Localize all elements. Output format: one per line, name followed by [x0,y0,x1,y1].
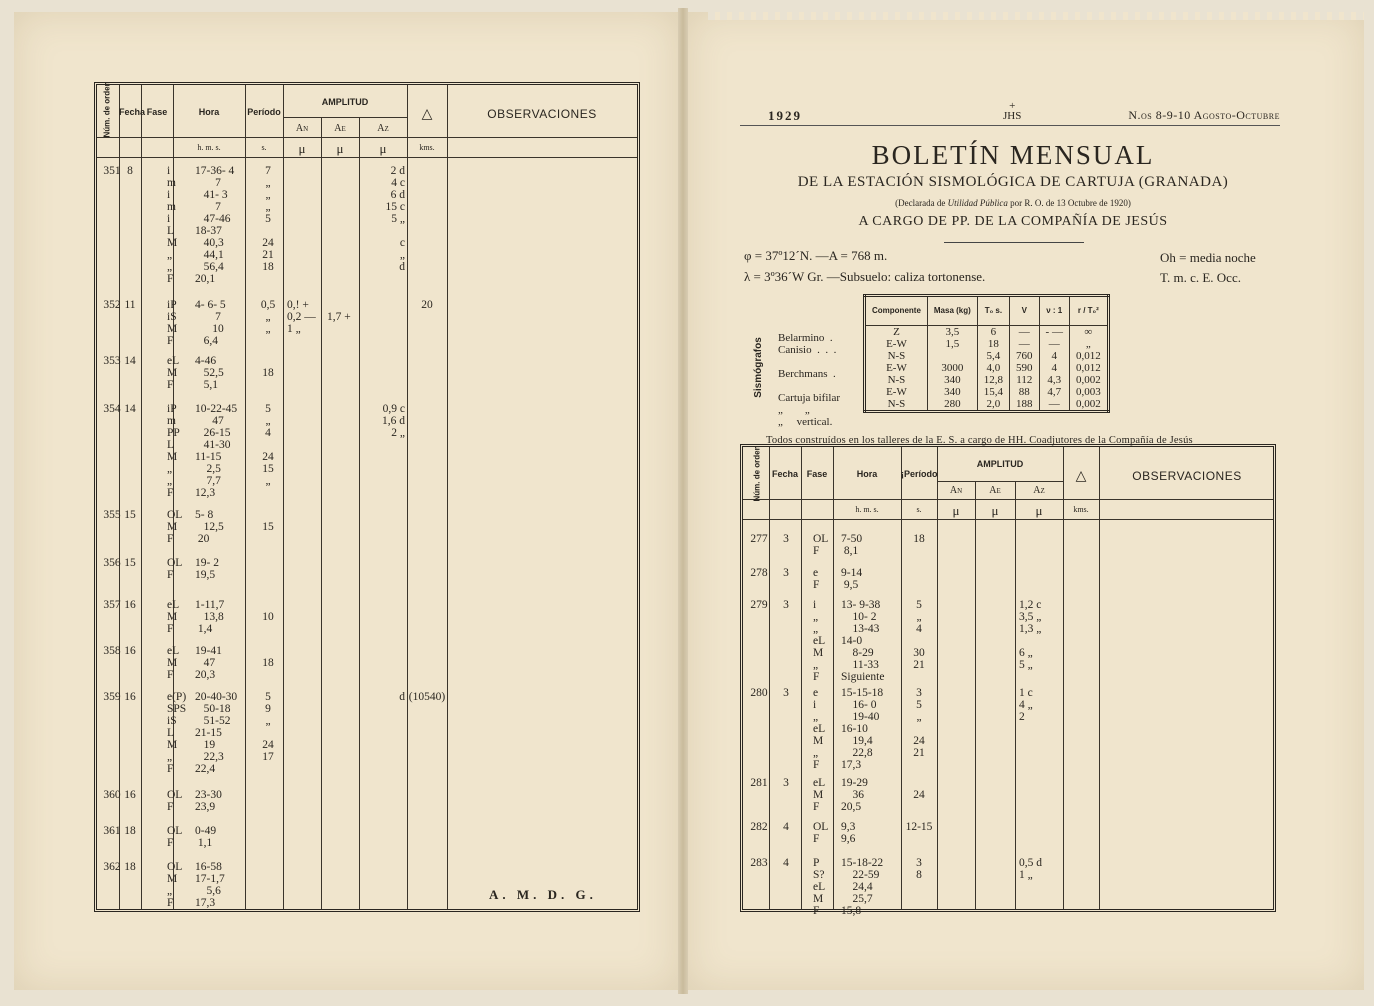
sismo-cell: 0,012 [1069,350,1108,362]
record-period: 5 „ 4 24 15 „ [262,403,274,487]
sismo-header-2: T₀ s. [977,296,1009,326]
r-col-delta-header: △ [1075,467,1087,483]
record-number: 283 [750,857,768,869]
col-ae-header: Ae [334,123,346,134]
record-date: 16 [124,645,136,657]
record-date: 3 [783,567,789,579]
issue-number: N.os 8-9-10 Agosto-Octubre [1128,108,1280,122]
record-time: 5- 8 12,5 20 [195,509,224,545]
record-phase: iP iS M F [167,299,178,347]
col-an-header: An [295,123,309,134]
sismo-header-4: ν : 1 [1039,296,1069,326]
declared-em: Utilidad Pública [947,198,1008,208]
record-phase: OL M „ F [167,861,183,909]
sismo-cell: 4 [1039,350,1069,362]
record-phase: iP m PP L M „ „ F [167,403,180,499]
record-number: 280 [750,687,768,699]
sismo-cell: — [1039,398,1069,412]
sismo-name: Berchmans . [778,368,836,380]
book-gutter [678,8,688,994]
unit-mu-ae: μ [336,141,344,156]
record-time: 15-18-22 22-59 24,4 25,7 15,8 [841,857,884,917]
record-time: 19- 2 19,5 [195,557,219,581]
record-time: 13- 9-38 10- 2 13-43 14-0 8-29 11-33 Siguiente [841,599,885,683]
record-phase: OL F [167,557,183,581]
record-number: 352 [103,299,121,311]
bulletin-title: BOLETÍN MENSUAL [871,140,1155,170]
declared-post: por R. O. de 13 Octubre de 1920) [1007,198,1131,208]
record-date: 18 [124,825,136,837]
sismo-cell: - — [1039,326,1069,339]
record-date: 3 [783,599,789,611]
record-phase: eL M F [167,645,180,681]
unit-s: s. [261,143,267,152]
sismo-row [865,374,1109,386]
record-period: 0,5 „ „ [260,299,276,335]
record-period: 12-15 [905,821,933,833]
bulletin-subtitle: DE LA ESTACIÓN SISMOLÓGICA DE CARTUJA (GRANADA) [797,174,1229,190]
bulletin-year: 1929 [768,108,802,123]
record-period: 5 „ 4 30 21 [913,599,925,671]
record-number: 281 [750,777,768,789]
sismo-cell: 2,0 [977,398,1009,412]
sismo-row [865,338,1109,350]
record-number: 360 [103,789,121,801]
sismo-cell: — [1010,338,1040,350]
r-col-ae-header: Ae [989,485,1001,496]
r-unit-mu-ae: μ [991,503,999,518]
record-amp-ae: 1,7 + [327,311,351,323]
sismo-cell: 760 [1010,350,1040,362]
record-time: 4-46 52,5 5,1 [195,355,224,391]
sismo-row [865,326,1109,339]
record-period: 3 8 [916,857,922,881]
sismo-cell: 3000 [927,362,977,374]
sismo-cell: 0,002 [1069,374,1108,386]
sismo-name: Canisio . . . [778,344,837,356]
unit-mu-az: μ [379,141,387,156]
record-time: 15-15-18 16- 0 19-40 16-10 19,4 22,8 17,3 [841,687,884,771]
sismo-cell: N-S [887,350,906,362]
left-page [14,12,678,990]
record-number: 359 [103,691,121,703]
jhs-cross: + [1009,100,1016,112]
record-date: 8 [127,165,133,177]
sismo-name: Cartuja bifilar [778,392,841,404]
col-fecha-header: Fecha [119,107,146,117]
sismo-cell: N-S [887,398,906,410]
record-amp-az: 0,9 c 1,6 d 2 „ [382,403,405,439]
record-phase: P S? eL M F [813,857,826,917]
col-obs-header: OBSERVACIONES [487,107,597,121]
record-time: 7-50 8,1 [841,533,863,557]
record-phase: OL F [167,825,183,849]
record-number: 357 [103,599,121,611]
record-period: 18 [913,533,925,545]
sismo-cell: 18 [977,338,1009,350]
sismo-cell: 6 [977,326,1009,339]
sismo-cell: 340 [927,374,977,386]
record-amp-az: 1,2 c 3,5 „ 1,3 „ 6 „ 5 „ [1019,599,1042,671]
torn-edge [708,12,1364,20]
record-time: 9-14 9,5 [841,567,863,591]
record-period: 10 [262,611,274,623]
record-number: 362 [103,861,121,873]
r-unit-s: s. [916,505,922,514]
sismo-cell: 12,8 [977,374,1009,386]
record-date: 18 [124,861,136,873]
col-num-header: Núm. de orden [102,81,112,138]
record-phase: OL F [813,533,829,557]
record-amp-az: d [399,691,405,703]
coord-midnight: Oh = media noche [1160,250,1256,265]
sismo-cell: E-W [886,386,907,398]
unit-mu-an: μ [298,141,306,156]
record-amp-az: 0,5 d 1 „ [1019,857,1042,881]
sismo-row [865,362,1109,374]
unit-hms: h. m. s. [197,143,221,152]
record-period: 24 [913,789,925,801]
record-number: 278 [750,567,768,579]
sismo-cell: 340 [927,386,977,398]
record-amp-az: 1 c 4 „ 2 [1019,687,1033,723]
record-number: 351 [103,165,121,177]
r-col-num-header: Núm. de orden [752,445,762,502]
record-time: 19-29 36 20,5 [841,777,868,813]
col-delta-header: △ [421,105,433,121]
record-number: 355 [103,509,121,521]
sismo-row [865,398,1109,412]
sismo-header-5: r / T₀² [1069,296,1108,326]
record-amp-az: 2 d 4 c 6 d 15 c 5 „ c „ d [385,165,405,273]
record-date: 14 [124,355,136,367]
r-unit-hms: h. m. s. [855,505,879,514]
record-number: 279 [750,599,768,611]
record-date: 15 [124,509,136,521]
sismo-name [778,380,840,392]
sismo-cell: 0,012 [1069,362,1108,374]
amdg-text: A. M. D. G. [489,887,597,902]
sismo-cell: ∞ [1069,326,1108,339]
record-period: 18 [262,657,274,669]
record-date: 14 [124,403,136,415]
record-phase: i m i m i L M „ „ F [167,165,178,285]
sismo-cell: 5,4 [977,350,1009,362]
record-date: 3 [783,687,789,699]
sismo-cell: Z [893,326,900,338]
record-date: 16 [124,599,136,611]
record-number: 277 [750,533,768,545]
cargo-line: A CARGO DE PP. DE LA COMPAÑÍA DE JESÚS [858,214,1168,229]
r-unit-kms: kms. [1073,505,1089,514]
sismo-row [865,350,1109,362]
r-col-amplitud-header: AMPLITUD [976,459,1024,469]
coord-time: T. m. c. E. Occ. [1160,270,1241,285]
unit-kms: kms. [419,143,435,152]
record-number: 353 [103,355,121,367]
col-amplitud-header: AMPLITUD [321,97,369,107]
record-phase: OL F [813,821,829,845]
sismo-cell: N-S [887,374,906,386]
sismo-cell: 88 [1010,386,1040,398]
record-time: 17-36- 4 7 41- 3 7 47-46 18-37 40,3 44,1 56,4 20,1 [195,165,235,285]
record-phase: eL M F [813,777,826,813]
sismo-cell: 4,3 [1039,374,1069,386]
col-hora-header: Hora [198,107,220,117]
sismo-cell: E-W [886,362,907,374]
record-number: 358 [103,645,121,657]
r-col-obs-header: OBSERVACIONES [1132,469,1242,483]
record-phase: e(P) SPS iS L M „ F [167,691,187,775]
record-phase: OL F [167,789,183,813]
record-phase: e F [813,567,820,591]
record-period: 5 9 „ 24 17 [262,691,274,763]
record-number: 282 [750,821,768,833]
record-date: 4 [783,821,789,833]
record-date: 11 [124,299,136,311]
sismo-name: Belarmino . [778,332,833,344]
sismo-cell: 4,7 [1039,386,1069,398]
coord-latitude: φ = 37º12´N. —A = 768 m. [744,248,888,263]
record-time: 9,3 9,6 [841,821,856,845]
record-period: 18 [262,367,274,379]
sismografos-label: Sismógrafos [752,337,764,398]
declared-note [688,198,1338,208]
col-fase-header: Fase [146,107,168,117]
sismo-cell: 112 [1010,374,1040,386]
sismo-cell: „ [1069,338,1108,350]
sismo-cell: 3,5 [927,326,977,339]
sismo-cell: E-W [886,338,907,350]
declared-pre: (Declarada de [895,198,948,208]
sismo-cell: 280 [927,398,977,412]
sismografos-names [778,332,840,428]
sismo-cell: 188 [1010,398,1040,412]
coord-longitude: λ = 3º36´W Gr. —Subsuelo: caliza tortonense. [744,269,986,284]
sismo-header-1: Masa (kg) [927,296,977,326]
sismo-cell: 4 [1039,362,1069,374]
record-date: 15 [124,557,136,569]
record-date: 16 [124,789,136,801]
sismo-name: „ vertical. [778,416,833,428]
title-rule [944,242,1084,243]
sismo-row [865,386,1109,398]
record-time: 0-49 1,1 [195,825,217,849]
r-unit-mu-az: μ [1035,503,1043,518]
r-col-periodo-header: ¡Período [901,469,938,479]
record-period: 3 5 „ 24 21 [913,687,925,759]
record-distance: (10540) [408,691,446,703]
sismo-cell: 590 [1010,362,1040,374]
record-date: 3 [783,533,789,545]
record-phase: eL M F [167,355,180,391]
record-time: 4- 6- 5 7 10 6,4 [195,299,226,347]
sismo-cell: 1,5 [927,338,977,350]
record-distance: 20 [421,299,433,311]
record-date: 4 [783,857,789,869]
sismo-cell: 4,0 [977,362,1009,374]
record-time: 23-30 23,9 [195,789,222,813]
jhs-text: JHS [1003,110,1022,122]
r-col-hora-header: Hora [856,469,878,479]
col-periodo-header: Período [247,107,281,117]
sismo-cell: — [1010,326,1040,339]
record-amp-an: 0,! + 0,2 — 1 „ [287,299,316,335]
record-time: 19-41 47 20,3 [195,645,222,681]
sismo-cell: — [1039,338,1069,350]
sismo-header-0: Componente [865,296,928,326]
col-az-header: Az [377,123,389,134]
sismo-name: „ „ [778,404,810,416]
jhs-monogram [1003,102,1021,122]
left-seismic-table [94,82,640,912]
r-col-an-header: An [949,485,963,496]
record-period: 15 [262,521,274,533]
sismo-header-3: V [1010,296,1040,326]
record-time: 20-40-30 50-18 51-52 21-15 19 22,3 22,4 [195,691,238,775]
record-phase: eL M F [167,599,180,635]
sismografos-table [863,294,1110,413]
record-phase: i „ „ eL M „ F [813,599,826,683]
r-col-fase-header: Fase [806,469,828,479]
right-page [688,12,1364,990]
record-phase: OL M F [167,509,183,545]
r-unit-mu-an: μ [952,503,960,518]
sismo-cell [927,350,977,362]
record-number: 356 [103,557,121,569]
record-date: 3 [783,777,789,789]
r-col-fecha-header: Fecha [771,469,798,479]
record-number: 361 [103,825,121,837]
record-period: 7 „ „ „ 5 24 21 18 [262,165,274,273]
record-date: 16 [124,691,136,703]
r-col-az-header: Az [1033,485,1045,496]
right-seismic-table [740,444,1276,917]
sismo-name [778,356,840,368]
sismo-cell: 0,003 [1069,386,1108,398]
sismo-cell: 15,4 [977,386,1009,398]
built-note: Todos construídos en los talleres de la E. S. a cargo de HH. Coadjutores de la Compañía de Jesús [766,435,1193,446]
record-time: 1-11,7 13,8 1,4 [195,599,225,635]
record-phase: e i „ eL M „ F [813,687,826,771]
record-time: 16-58 17-1,7 5,6 17,3 [195,861,225,909]
sismo-cell: 0,002 [1069,398,1108,412]
record-time: 10-22-45 47 26-15 41-30 11-15 2,5 7,7 12,3 [195,403,238,499]
record-number: 354 [103,403,121,415]
